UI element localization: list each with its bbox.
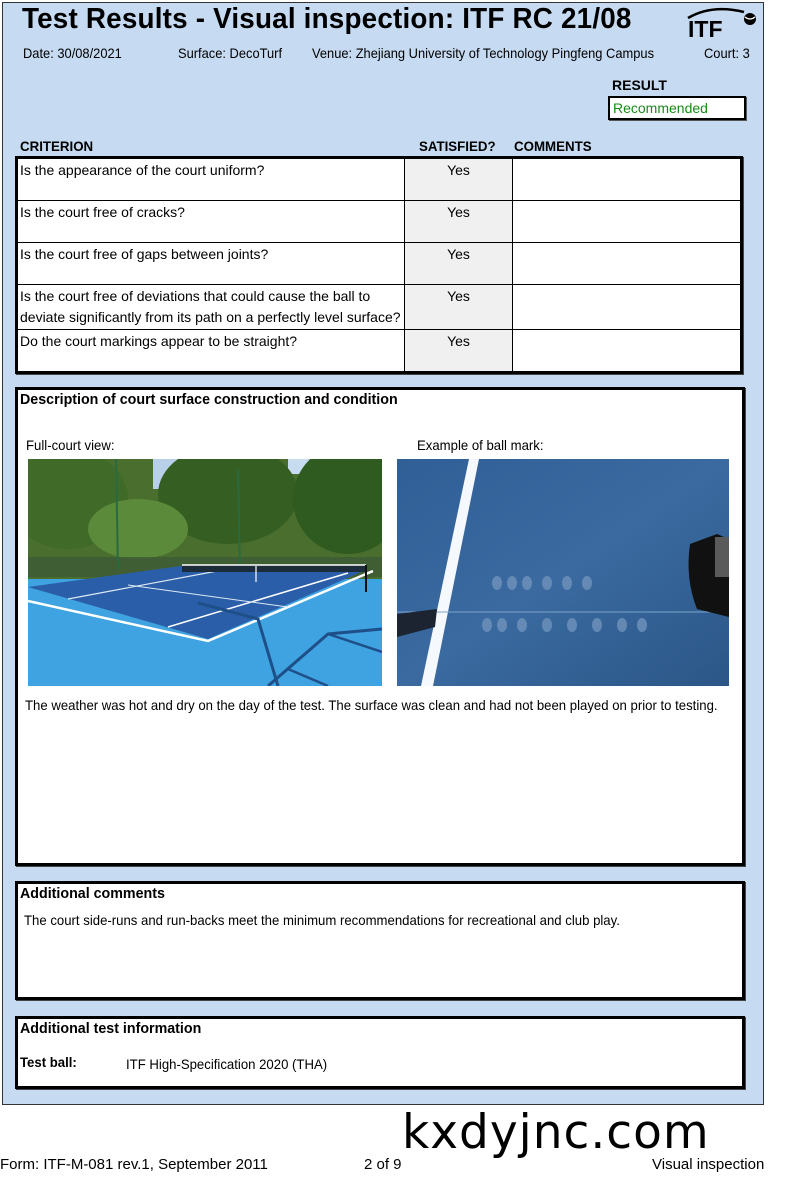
surface: Surface: DecoTurf	[178, 45, 283, 61]
itf-logo	[684, 4, 760, 40]
itf-logo-icon	[684, 4, 760, 40]
full-court-photo	[28, 459, 382, 686]
photo2-caption: Example of ball mark:	[417, 437, 544, 453]
criterion-question: Is the appearance of the court uniform?	[17, 158, 405, 201]
comment-cell	[513, 158, 742, 201]
satisfied-value: Yes	[405, 158, 513, 201]
satisfied-value: Yes	[405, 243, 513, 285]
comment-cell	[513, 285, 742, 330]
form-reference: Form: ITF-M-081 rev.1, September 2011	[0, 1156, 268, 1173]
comment-cell	[513, 201, 742, 243]
satisfied-value: Yes	[405, 201, 513, 243]
table-row	[17, 285, 742, 330]
criterion-question: Is the court free of deviations that could cause the ball to deviate significantly from its path on a perfectly level surface?	[17, 285, 405, 330]
table-row	[17, 243, 742, 285]
ball-mark-photo	[397, 459, 729, 686]
page-number: 2 of 9	[364, 1156, 402, 1173]
table-row	[17, 158, 742, 201]
venue: Venue: Zhejiang University of Technology Pingfeng Campus	[312, 45, 655, 61]
description-section	[15, 387, 745, 866]
description-title: Description of court surface construction and condition	[20, 391, 398, 408]
ball-mark-image	[397, 459, 729, 686]
additional-info-section	[15, 1016, 745, 1089]
page-title: Test Results - Visual inspection: ITF RC 21/08	[22, 3, 632, 35]
criterion-question: Do the court markings appear to be straight?	[17, 330, 405, 373]
table-row	[17, 330, 742, 373]
additional-info-title: Additional test information	[20, 1020, 202, 1037]
result-value: Recommended	[608, 96, 746, 120]
section-name: Visual inspection	[652, 1156, 765, 1173]
table-row	[17, 201, 742, 243]
svg-text:ITF: ITF	[688, 16, 723, 40]
satisfied-value: Yes	[405, 330, 513, 373]
criterion-question: Is the court free of cracks?	[17, 201, 405, 243]
test-ball-value: ITF High-Specification 2020 (THA)	[126, 1056, 328, 1072]
criterion-header: CRITERION	[20, 138, 94, 154]
additional-comments-section	[15, 881, 745, 1000]
full-court-image	[28, 459, 382, 686]
result-label: RESULT	[612, 77, 667, 93]
satisfied-header: SATISFIED?	[419, 138, 496, 154]
photo1-caption: Full-court view:	[26, 437, 115, 453]
satisfied-value: Yes	[405, 285, 513, 330]
criteria-table	[15, 156, 743, 374]
court-number: Court: 3	[704, 45, 750, 61]
comments-header: COMMENTS	[514, 138, 592, 154]
watermark: kxdyjnc.com	[402, 1105, 710, 1160]
test-ball-label: Test ball:	[20, 1054, 77, 1070]
additional-comments-text: The court side-runs and run-backs meet the minimum recommendations for recreational and club play.	[24, 912, 620, 928]
test-date: Date: 30/08/2021	[23, 45, 122, 61]
additional-comments-title: Additional comments	[20, 885, 165, 902]
description-text: The weather was hot and dry on the day of the test. The surface was clean and had not been played on prior to testing.	[25, 697, 718, 713]
comment-cell	[513, 330, 742, 373]
criterion-question: Is the court free of gaps between joints?	[17, 243, 405, 285]
comment-cell	[513, 243, 742, 285]
